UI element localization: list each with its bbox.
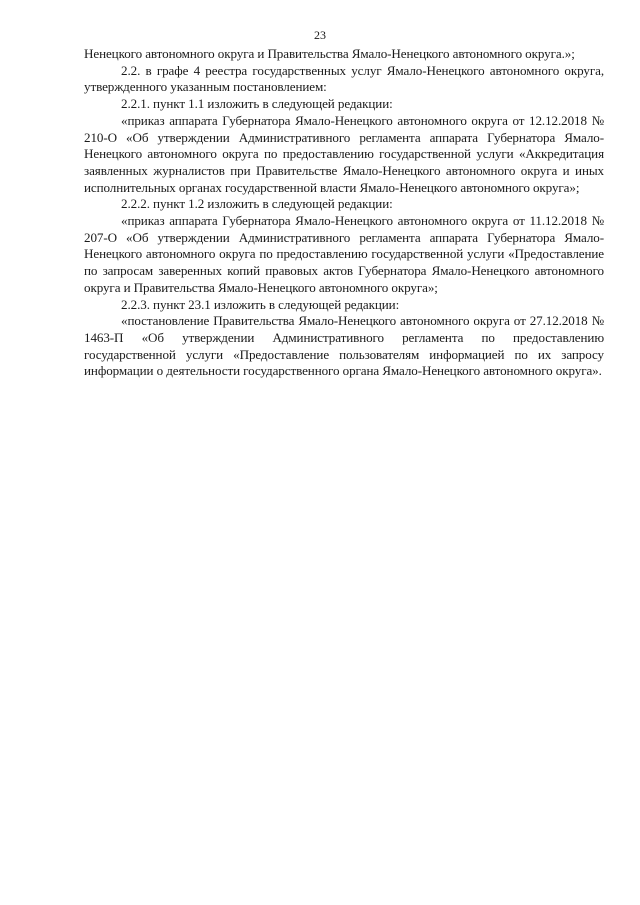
paragraph-2-2-3-heading: 2.2.3. пункт 23.1 изложить в следующей редакции: xyxy=(121,296,400,312)
paragraph-2-2-2-heading: 2.2.2. пункт 1.2 изложить в следующей редакции: xyxy=(121,196,393,212)
document-body xyxy=(84,46,604,380)
paragraph-2-2-2-text: «приказ аппарата Губернатора Ямало-Ненецкого автономного округа от 11.12.2018 № 207-О «Об утверждении Административного регламента аппарата Губернатора Ямало-Ненецкого автономного округа по предоставлению государственной услуги «Предоставление по запросам заверенных копий правовых актов Губернатора Ямало-Ненецкого автономного округа и Правительства Ямало-Ненецкого автономного округа»; xyxy=(84,213,604,295)
paragraph-continuation: Ненецкого автономного округа и Правительства Ямало-Ненецкого автономного округа.»; xyxy=(84,46,575,61)
paragraph-2-2: 2.2. в графе 4 реестра государственных услуг Ямало-Ненецкого автономного округа, утвержденного указанным постановлением: xyxy=(84,62,604,95)
paragraph-2-2-3-text: «постановление Правительства Ямало-Ненецкого автономного округа от 27.12.2018 № 1463-П «Об утверждении Административного регламента по предоставлению государственной услуги «Предоставление пользователям информацией по их запросу информации о деятельности государственного органа Ямало-Ненецкого автономного округа». xyxy=(84,313,604,379)
page-number: 23 xyxy=(314,28,326,42)
paragraph-2-2-1-heading: 2.2.1. пункт 1.1 изложить в следующей редакции: xyxy=(121,96,393,112)
paragraph-2-2-1-text: «приказ аппарата Губернатора Ямало-Ненецкого автономного округа от 12.12.2018 № 210-О «Об утверждении Административного регламента аппарата Губернатора Ямало-Ненецкого автономного округа по предоставлению государственной услуги «Аккредитация заявленных журналистов при Правительстве Ямало-Ненецкого автономного округа и иных исполнительных органах государственной власти Ямало-Ненецкого автономного округа»; xyxy=(84,112,604,195)
